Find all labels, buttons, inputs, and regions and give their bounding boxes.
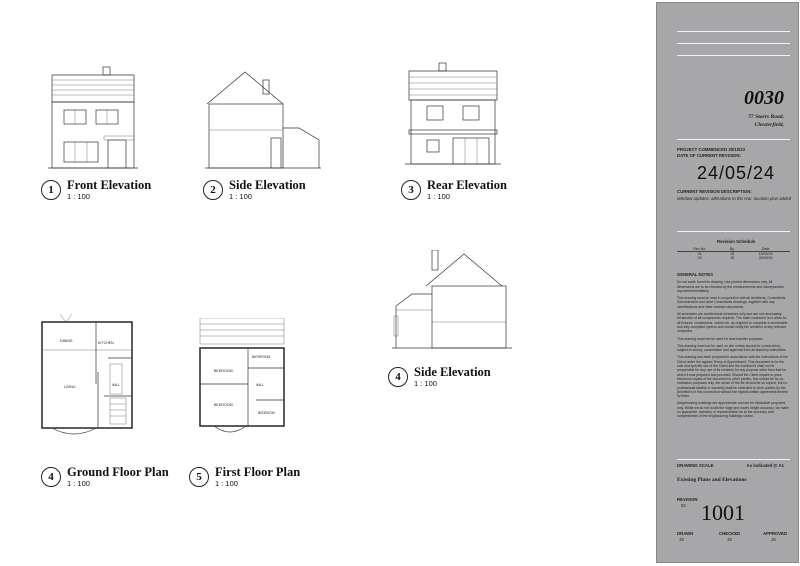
date-label: DATE OF CURRENT REVISION: [677, 153, 741, 158]
project-address [748, 113, 784, 129]
view-scale: 1 : 100 [215, 479, 238, 488]
note: Do not scale from this drawing. Use printed dimensions only. All dimensions are to be checked by the measurements and discrepancies reported immediately. [677, 280, 784, 293]
revision-date: 24/05/24 [697, 163, 776, 183]
room-dining-label: DINING [60, 339, 73, 343]
col-by: By [729, 247, 735, 251]
drawing-scale-value: As indicated @ A1 [746, 463, 784, 468]
view-label-rear-elevation [401, 178, 507, 202]
room-kitchen-label: KITCHEN [98, 341, 114, 345]
room-bedroom-1-label: BEDROOM [214, 369, 233, 373]
view-number-badge: 3 [401, 180, 421, 200]
note: Neighbouring buildings are approximate and are for illustrative purposes only. While we do not doubt the ridge and eaves height accuracy, we make no guarantee, warranty or representation as to the accuracy and completeness of the neighbouring buildings shown. [677, 401, 790, 419]
note: This drawing must not be used for land transfer purposes. [677, 336, 764, 341]
project-commenced: PROJECT COMMENCED 30/10/23 [677, 147, 746, 152]
view-label-side-elevation-2 [203, 178, 306, 202]
project-number: 0030 [744, 87, 784, 109]
front-elevation-drawing [48, 66, 138, 172]
drawn-value: JS [679, 537, 685, 542]
side-elevation-left-drawing [203, 70, 323, 172]
view-title: Rear Elevation [427, 178, 507, 192]
current-revision-text: Window updates, alterations to the rear, location plan added [677, 196, 792, 201]
rear-elevation-drawing [405, 62, 501, 170]
room-living-label: LIVING [64, 385, 76, 389]
sheet-name: Existing Plans and Elevations [677, 477, 747, 483]
note: All schedules are architectural schedules only and are not necessarily exhaustive of all components required. The main contractor is to allow for all fixtures, connections, valves etc. as required to complete a serviceable and fully compliant system and should notify the architect of any relevant omissions. [677, 312, 788, 334]
checked-value: JS [727, 537, 733, 542]
view-title: First Floor Plan [215, 465, 301, 479]
note: This drawing must not be used on site unless issued for construction, subject to survey, consultation and approval from all statutory Authorities. [677, 343, 787, 353]
view-number-badge: 1 [41, 180, 61, 200]
title-block [656, 2, 799, 563]
room-wc-hall-label: HALL [112, 383, 120, 387]
address-line-2: Chesterfield, [754, 122, 784, 128]
divider [677, 55, 790, 56]
room-landing-label: HALL [256, 383, 264, 387]
view-title: Ground Floor Plan [67, 465, 169, 479]
general-notes [677, 273, 790, 422]
approved-label: APPROVED [763, 531, 788, 536]
table-row [677, 256, 790, 260]
view-title: Side Elevation [229, 178, 306, 192]
checked-label: CHECKED [719, 531, 741, 536]
revision-schedule-table [677, 247, 790, 260]
view-label-side-elevation-4 [388, 365, 491, 389]
cell: JS [729, 252, 735, 256]
first-floor-plan-drawing [196, 318, 288, 438]
view-number-badge: 4 [388, 367, 408, 387]
col-rev: Rev No. [693, 247, 707, 251]
drawing-scale-label: DRAWING SCALE [677, 463, 714, 468]
cell: 02 [697, 256, 702, 260]
col-date: Date [761, 247, 770, 251]
view-scale: 1 : 100 [427, 192, 450, 201]
room-bedroom-3-label: BEDROOM [258, 411, 275, 415]
cell: 20/09/24 [758, 256, 773, 260]
note: This drawing has been prepared in accordance with the instructions of the Client under the agreed Terms of Appointment. This document is for the sole and specific use of the Client and the Architect's shall not be responsible for any use of its contents for any purpose other than that for which it was prepared and provided. Should the Client require to pass electronic copies of the document to other parties, this should be for co-ordination purposes only, the whole of the file should be so copied, but no professional liability or warranty shall be extended to other parties by the Architect's in this connection without the explicit written agreement thereto by them. [677, 355, 788, 399]
note: This drawing must be read in conjunction with all Architects, Consultants, Subcontractor and other Consultants drawings, together with any specifications and other contract documents. [677, 296, 787, 309]
cell: JS [729, 256, 735, 260]
side-elevation-right-drawing [392, 250, 516, 352]
view-scale: 1 : 100 [229, 192, 252, 201]
ground-floor-plan-drawing [38, 312, 138, 438]
view-label-first-floor-plan [189, 465, 300, 489]
view-title: Side Elevation [414, 365, 491, 379]
revision-schedule-title: Revision Schedule [717, 239, 756, 244]
drawn-label: DRAWN [677, 531, 694, 536]
cell: 15/09/24 [758, 252, 773, 256]
view-label-ground-floor-plan [41, 465, 169, 489]
revision-label: REVISION [677, 497, 698, 502]
view-scale: 1 : 100 [414, 379, 437, 388]
drawing-number: 1001 [701, 500, 745, 525]
view-number-badge: 4 [41, 467, 61, 487]
view-scale: 1 : 100 [67, 192, 90, 201]
view-scale: 1 : 100 [67, 479, 90, 488]
divider [677, 231, 790, 232]
divider [677, 459, 790, 460]
cell: 01 [697, 252, 702, 256]
view-number-badge: 5 [189, 467, 209, 487]
approved-value: JS [771, 537, 777, 542]
view-label-front-elevation [41, 178, 151, 202]
divider [677, 31, 790, 32]
divider [677, 43, 790, 44]
room-bathroom-label: BATHROOM [252, 355, 271, 359]
room-bedroom-2-label: BEDROOM [214, 403, 233, 407]
current-revision-label: CURRENT REVISION DESCRIPTION: [677, 189, 752, 194]
revision-value: 02 [681, 503, 686, 508]
address-line-1: 77 Storrs Road, [748, 114, 784, 120]
view-title: Front Elevation [67, 178, 152, 192]
divider [677, 139, 790, 140]
view-number-badge: 2 [203, 180, 223, 200]
general-notes-title: GENERAL NOTES [677, 272, 713, 277]
